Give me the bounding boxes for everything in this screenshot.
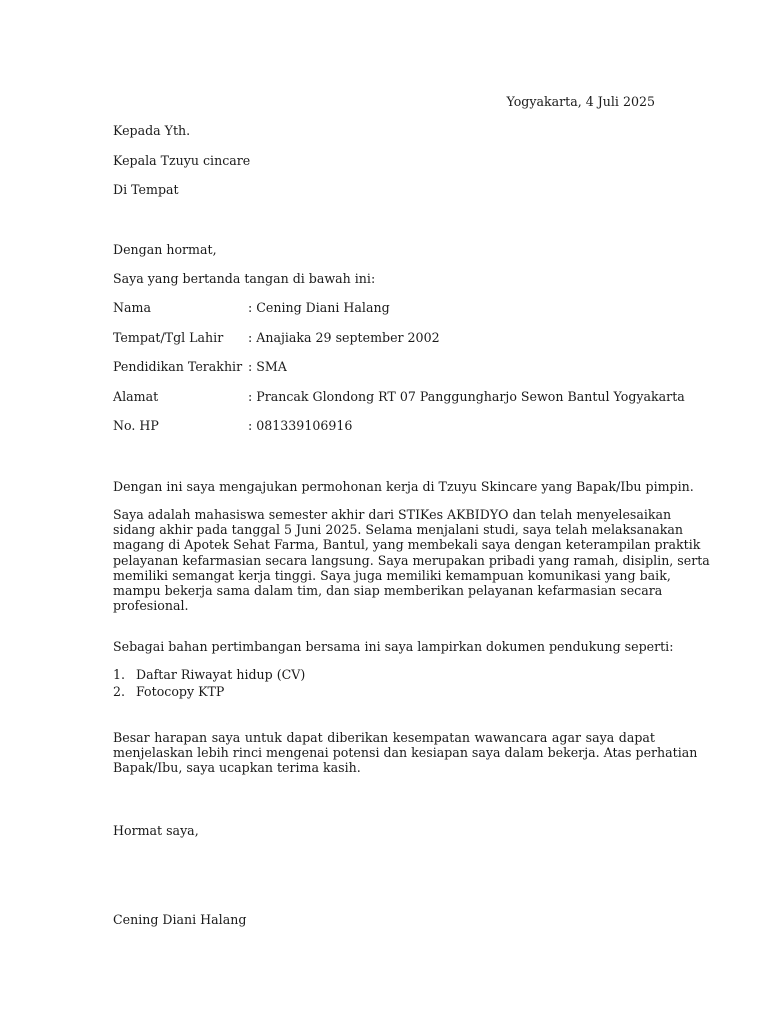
- body-paragraph: [113, 507, 710, 614]
- recipient-line-2: Kepala Tzuyu cincare: [113, 153, 251, 168]
- intro-line: Saya yang bertanda tangan di bawah ini:: [113, 271, 376, 286]
- paragraph-line: mampu bekerja sama dalam tim, dan siap memberikan pelayanan kefarmasian secara: [113, 583, 663, 599]
- signatory-name: Cening Diani Halang: [113, 912, 247, 927]
- identity-label: Nama: [113, 300, 151, 315]
- identity-value: : Anajiaka 29 september 2002: [248, 330, 440, 345]
- list-item-number: 2.: [113, 684, 126, 699]
- closing-paragraph: [113, 730, 698, 776]
- identity-label: Tempat/Tgl Lahir: [113, 330, 224, 345]
- identity-value: : 081339106916: [248, 418, 353, 433]
- recipient-line-1: Kepada Yth.: [113, 123, 191, 138]
- identity-label: Alamat: [113, 389, 159, 404]
- paragraph-line: profesional.: [113, 598, 189, 614]
- identity-label: No. HP: [113, 418, 159, 433]
- paragraph-line: Besar harapan saya untuk dapat diberikan kesempatan wawancara agar saya dapat: [113, 730, 655, 745]
- identity-label: Pendidikan Terakhir: [113, 359, 243, 374]
- identity-value: : Prancak Glondong RT 07 Panggungharjo Sewon Bantul Yogyakarta: [248, 389, 685, 404]
- place-date: Yogyakarta, 4 Juli 2025: [506, 94, 655, 109]
- application-line: Dengan ini saya mengajukan permohonan kerja di Tzuyu Skincare yang Bapak/Ibu pimpin.: [113, 479, 694, 494]
- paragraph-line: Saya adalah mahasiswa semester akhir dari STIKes AKBIDYO dan telah menyelesaikan: [113, 507, 672, 522]
- paragraph-line: memiliki semangat kerja tinggi. Saya juga memiliki kemampuan komunikasi yang baik,: [113, 567, 671, 583]
- paragraph-line: menjelaskan lebih rinci mengenai potensi dan kesiapan saya dalam bekerja. Atas perhatian: [113, 745, 698, 761]
- list-item: Daftar Riwayat hidup (CV): [136, 667, 306, 682]
- list-item: Fotocopy KTP: [136, 684, 225, 699]
- paragraph-line: Bapak/Ibu, saya ucapkan terima kasih.: [113, 760, 361, 776]
- greeting: Dengan hormat,: [113, 242, 217, 257]
- identity-value: : SMA: [248, 359, 287, 374]
- paragraph-line: pelayanan kefarmasian secara langsung. Saya merupakan pribadi yang ramah, disiplin, serta: [113, 552, 710, 568]
- list-item-number: 1.: [113, 667, 126, 682]
- recipient-line-3: Di Tempat: [113, 182, 179, 197]
- paragraph-line: magang di Apotek Sehat Farma, Bantul, yang membekali saya dengan keterampilan praktik: [113, 537, 701, 553]
- sign-off: Hormat saya,: [113, 823, 199, 838]
- attachments-intro: Sebagai bahan pertimbangan bersama ini saya lampirkan dokumen pendukung seperti:: [113, 639, 674, 654]
- identity-value: : Cening Diani Halang: [248, 300, 390, 315]
- paragraph-line: sidang akhir pada tanggal 5 Juni 2025. Selama menjalani studi, saya telah melaksanakan: [113, 522, 683, 538]
